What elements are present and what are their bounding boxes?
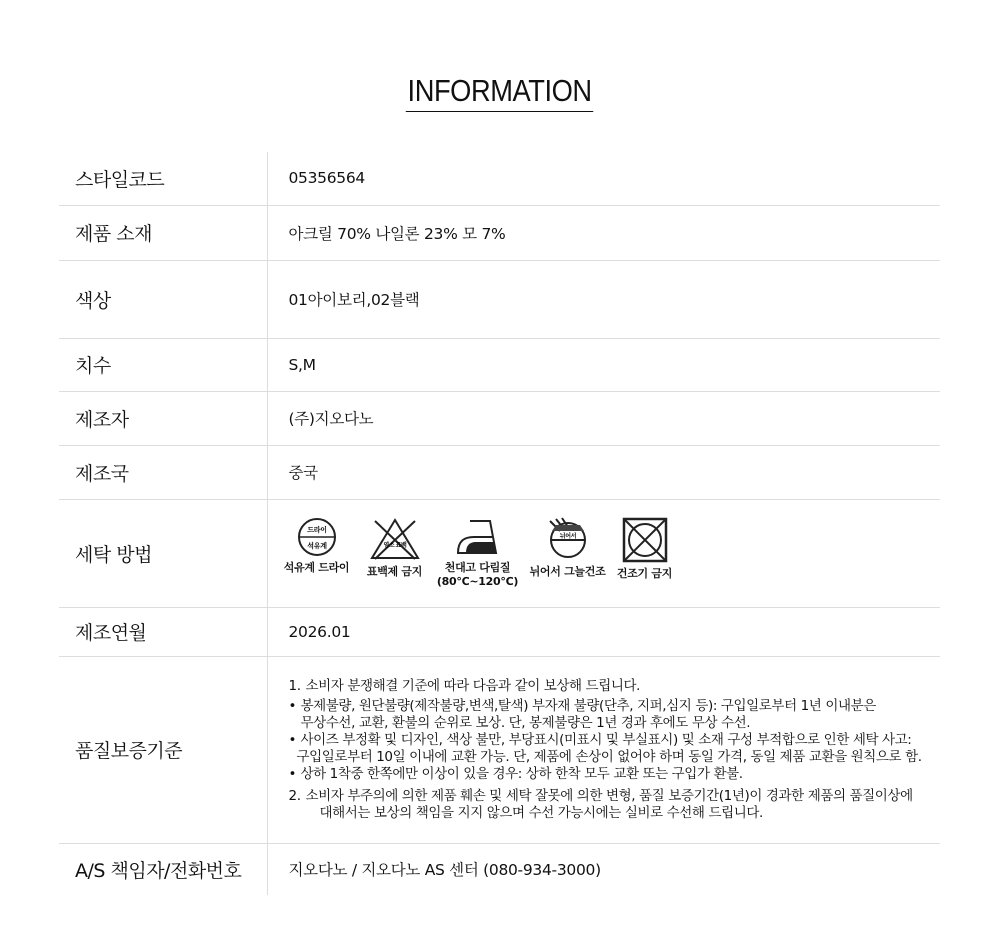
row-color <box>59 260 940 338</box>
row-quality <box>59 656 940 843</box>
iron-icon <box>454 517 502 557</box>
material-value: 아크릴 70% 나일론 23% 모 7% <box>288 224 506 243</box>
line-dry-text: 뉘어서 <box>559 533 576 540</box>
size-value: S,M <box>288 355 316 374</box>
color-value: 01아이보리,02블랙 <box>288 291 420 309</box>
care-icons <box>283 517 941 589</box>
care-no-dryer <box>610 517 680 581</box>
quality-cell <box>267 656 940 843</box>
care-caption: 천대고 다림질 <box>444 561 511 574</box>
quality-p2-num: 2. <box>288 787 301 804</box>
country-value: 중국 <box>288 464 318 482</box>
size-label: 치수 <box>59 338 267 391</box>
line-dry-shade-icon <box>546 517 590 561</box>
style-code-value: 05356564 <box>288 169 365 188</box>
care-line-dry <box>522 517 614 579</box>
dry-clean-petroleum-icon <box>295 517 339 557</box>
style-code-label: 스타일코드 <box>59 152 267 205</box>
care-caption: 표백제 금지 <box>366 565 423 578</box>
care-caption: 건조기 금지 <box>616 567 673 580</box>
care-dry-clean <box>277 517 357 575</box>
quality-bullet-line: 무상수선, 교환, 환불의 순위로 보상. 단, 봉제불량은 1년 경과 후에도 무상 수선. <box>300 714 751 731</box>
maker-label: 제조자 <box>59 391 267 445</box>
dry-clean-bottom-text: 석유계 <box>306 542 327 550</box>
quality-label: 품질보증기준 <box>59 656 267 843</box>
quality-p2-line: 대해서는 보상의 책임을 지지 않으며 수선 가능시에는 실비로 수선해 드립니다. <box>319 804 763 821</box>
material-label: 제품 소재 <box>59 205 267 260</box>
page-title-wrap <box>0 72 1000 112</box>
quality-bullet-line: • 사이즈 부정확 및 디자인, 색상 불만, 부당표시(미표시 및 부실표시) 및 소재 구성 부적합으로 인한 세탁 사고: <box>300 731 912 748</box>
no-bleach-right-text: 표백 <box>395 542 406 549</box>
care-no-bleach <box>360 517 430 579</box>
no-bleach-icon <box>369 517 421 561</box>
quality-bullet <box>289 732 941 766</box>
care-caption-temp: (80℃~120℃) <box>436 575 519 588</box>
quality-p2-line: 소비자 부주의에 의한 제품 훼손 및 세탁 잘못에 의한 변형, 품질 보증기간(1년)이 경과한 제품의 품질이상에 <box>305 787 913 804</box>
row-maker <box>59 391 940 445</box>
quality-p1-num: 1. <box>288 677 301 694</box>
country-label: 제조국 <box>59 445 267 499</box>
row-care <box>59 499 940 607</box>
no-bleach-left-text: 염소 <box>383 542 394 549</box>
care-iron <box>433 517 523 589</box>
row-material <box>59 205 940 260</box>
row-as <box>59 843 940 895</box>
quality-bullet <box>289 698 941 732</box>
care-caption: 석유계 드라이 <box>283 561 350 574</box>
maker-value: (주)지오다노 <box>288 410 374 428</box>
quality-p1 <box>289 678 941 695</box>
quality-bullets <box>289 698 941 783</box>
quality-bullet <box>289 766 941 783</box>
care-caption: 뉘어서 그늘건조 <box>529 565 606 578</box>
row-style-code <box>59 152 940 205</box>
product-info-table <box>59 152 940 895</box>
quality-bullet-line: • 봉제불량, 원단불량(제작불량,변색,탈색) 부자재 불량(단추, 지퍼,심지 등): 구입일로부터 1년 이내분은 <box>300 697 876 714</box>
dry-clean-top-text: 드라이 <box>306 526 327 534</box>
no-tumble-dry-icon <box>622 517 668 563</box>
row-size <box>59 338 940 391</box>
quality-p2-body <box>306 788 913 822</box>
row-country <box>59 445 940 499</box>
date-value: 2026.01 <box>288 622 351 641</box>
quality-text <box>289 678 941 822</box>
quality-p2 <box>289 788 941 822</box>
page-title: INFORMATION <box>406 72 594 112</box>
care-cell <box>267 499 940 607</box>
as-value: 지오다노 / 지오다노 AS 센터 (080-934-3000) <box>288 861 601 880</box>
quality-bullet-line: 구입일로부터 10일 이내에 교환 가능. 단, 제품에 손상이 없어야 하며 동일 가격, 동일 제품 교환을 원칙으로 함. <box>296 748 922 765</box>
color-label: 색상 <box>59 260 267 338</box>
quality-p1-text: 소비자 분쟁해결 기준에 따라 다음과 같이 보상해 드립니다. <box>305 677 641 694</box>
date-label: 제조연월 <box>59 607 267 656</box>
quality-bullet-line: • 상하 1착중 한쪽에만 이상이 있을 경우: 상하 한착 모두 교환 또는 구입가 환불. <box>300 765 743 782</box>
row-date <box>59 607 940 656</box>
as-label: A/S 책임자/전화번호 <box>59 843 267 895</box>
care-label: 세탁 방법 <box>59 499 267 607</box>
